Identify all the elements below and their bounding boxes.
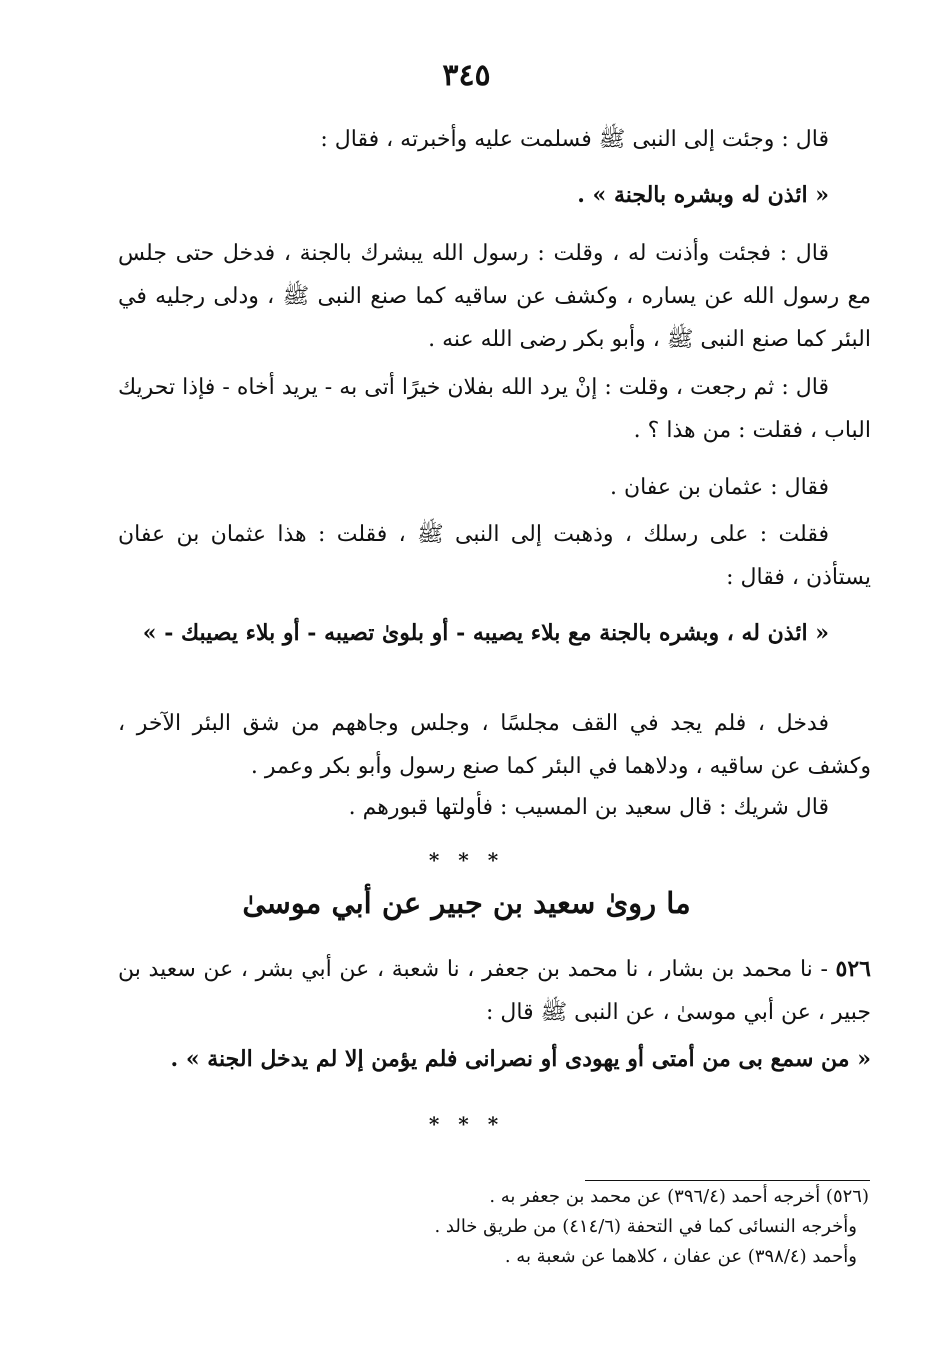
footnote-3: وأحمد (٣٩٨/٤) عن عفان ، كلاهما عن شعبة به . [504,1246,857,1267]
paragraph-7: قال شريك : قال سعيد بن المسيب : فأولتها قبورهم . [348,795,829,820]
footnote-2: وأخرجه النسائى كما في التحفة (٤١٤/٦) من طريق خالد . [434,1216,857,1237]
paragraph-3: قال : ثم رجعت ، وقلت : إنْ يرد الله بفلان خيرًا أتى به - يريد أخاه - فإذا تحريك الباب ، فقلت : من هذا ؟ . [118,375,871,443]
hadith-chain-text: - نا محمد بن بشار ، نا محمد بن جعفر ، نا شعبة ، عن أبي بشر ، عن سعيد بن جبير ، عن أبي موسىٰ ، عن النبى ﷺ قال : [118,957,871,1025]
paragraph-6: فدخل ، فلم يجد في القف مجلسًا ، وجلس وجاههم من شق البئر الآخر ، وكشف عن ساقيه ، ودلاهما في البئر كما صنع رسول وأبو بكر وعمر . [118,711,871,779]
paragraph-1: قال : وجئت إلى النبى ﷺ فسلمت عليه وأخبرته ، فقال : [320,127,829,152]
hadith-number: ٥٢٦ [835,956,871,982]
paragraph-5: فقلت : على رسلك ، وذهبت إلى النبى ﷺ ، فقلت : هذا عثمان بن عفان يستأذن ، فقال : [118,522,871,590]
hadith-chain [118,948,871,1034]
quote-1: « ائذن له وبشره بالجنة » . [577,182,829,208]
section-heading: ما روىٰ سعيد بن جبير عن أبي موسىٰ [242,886,691,920]
quote-2: « ائذن له ، وبشره بالجنة مع بلاء يصيبه - أو بلوىٰ تصيبه - أو بلاء يصيبك - » [142,620,829,646]
separator-2: * * * [428,1112,505,1136]
footnote-1: (٥٢٦) أخرجه أحمد (٣٩٦/٤) عن محمد بن جعفر به . [489,1186,869,1207]
paragraph-4: فقال : عثمان بن عفان . [609,475,829,500]
page-number: ٣٤٥ [442,58,491,93]
paragraph-2: قال : فجئت وأذنت له ، وقلت : رسول الله يبشرك بالجنة ، فدخل حتى جلس مع رسول الله عن يساره ، وكشف عن ساقيه كما صنع النبى ﷺ ، ودلى رجليه في البئر كما صنع النبى ﷺ ، وأبو بكر رضى الله عنه . [118,241,871,352]
separator-1: * * * [428,848,505,872]
footnote-rule [585,1180,870,1181]
hadith-text: « من سمع بى من أمتى أو يهودى أو نصرانى فلم يؤمن إلا لم يدخل الجنة » . [170,1046,871,1072]
